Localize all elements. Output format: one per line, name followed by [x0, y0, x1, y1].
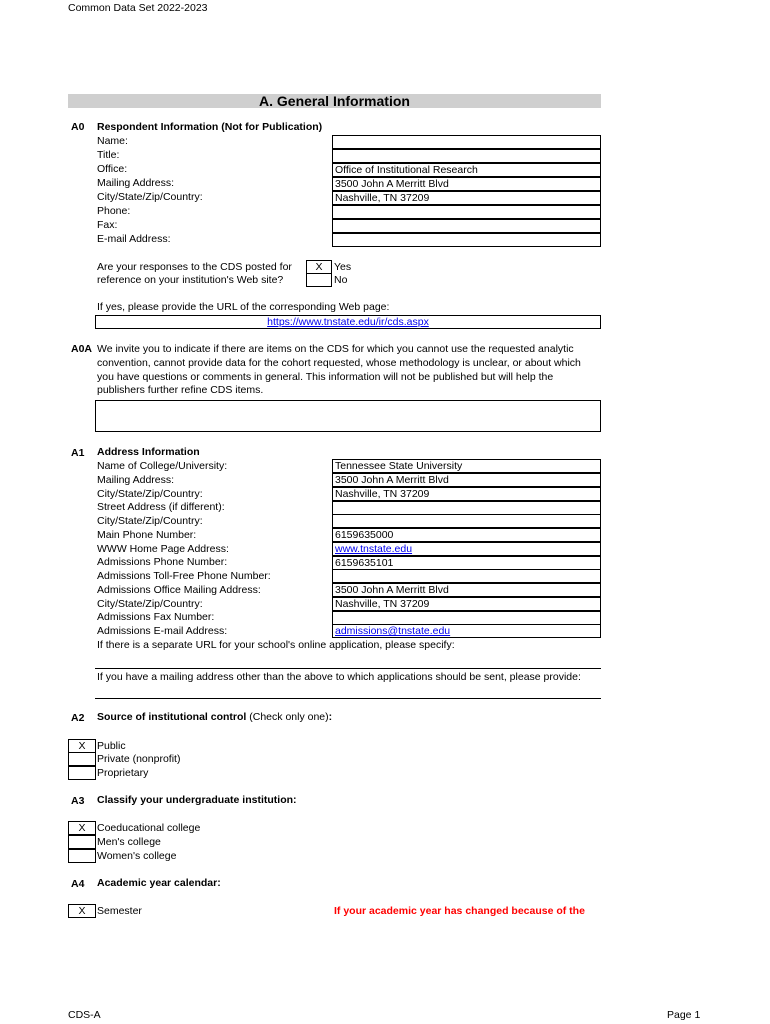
posted-yes-checkbox[interactable]: X: [306, 260, 332, 274]
a2-public-label: Public: [97, 740, 126, 752]
a1-adm-fax-field[interactable]: [332, 611, 601, 625]
a2-heading: Source of institutional control: [97, 711, 247, 723]
a1-adm-mailing-field[interactable]: 3500 John A Merritt Blvd: [332, 583, 601, 597]
a4-code: A4: [71, 878, 85, 890]
a1-college-field[interactable]: Tennessee State University: [332, 459, 601, 473]
posted-no-label: No: [334, 274, 348, 286]
a0-label-fax: Fax:: [97, 219, 118, 231]
a2-private-label: Private (nonprofit): [97, 753, 181, 765]
a1-adm-phone-field[interactable]: 6159635101: [332, 556, 601, 570]
a1-street-field[interactable]: [332, 501, 601, 515]
a0-label-city: City/State/Zip/Country:: [97, 191, 203, 203]
a0-title-field[interactable]: [332, 149, 601, 163]
online-app-prompt: If there is a separate URL for your school's online application, please specify:: [97, 639, 455, 651]
a2-heading-colon: :: [328, 711, 333, 723]
www-home-link[interactable]: www.tnstate.edu: [335, 543, 413, 555]
a3-womens-checkbox[interactable]: [68, 849, 96, 863]
admissions-email-link[interactable]: admissions@tnstate.edu: [335, 625, 451, 637]
a1-label-adm-tollfree: Admissions Toll-Free Phone Number:: [97, 570, 271, 582]
a1-www-field[interactable]: [332, 542, 601, 556]
a2-proprietary-checkbox[interactable]: [68, 766, 96, 780]
a0-office-field[interactable]: Office of Institutional Research: [332, 163, 601, 177]
page-number: Page 1: [667, 1009, 701, 1021]
a3-mens-label: Men's college: [97, 836, 161, 848]
a0-label-name: Name:: [97, 135, 128, 147]
a2-private-checkbox[interactable]: [68, 752, 96, 766]
a1-city-2-field[interactable]: [332, 514, 601, 528]
a4-change-note: If your academic year has changed because of the: [334, 905, 585, 917]
a0-posted-question-1: Are your responses to the CDS posted for: [97, 261, 292, 273]
section-title-bar: [68, 94, 601, 108]
url-prompt: If yes, please provide the URL of the corresponding Web page:: [97, 301, 390, 313]
a0a-line-3: you have questions or comments in general. This information will not be published but will help the: [97, 371, 554, 383]
a1-label-main-phone: Main Phone Number:: [97, 529, 197, 541]
a0a-line-2: convention, cannot provide data for the cohort requested, whose methodology is unclear, or about which: [97, 357, 581, 369]
a0-label-email: E-mail Address:: [97, 233, 171, 245]
a0-label-phone: Phone:: [97, 205, 131, 217]
a3-coed-checkbox[interactable]: X: [68, 821, 96, 835]
a3-code: A3: [71, 795, 85, 807]
a4-heading: Academic year calendar:: [97, 877, 221, 889]
a0-label-office: Office:: [97, 163, 128, 175]
a3-heading: Classify your undergraduate institution:: [97, 794, 297, 806]
a1-label-college: Name of College/University:: [97, 460, 228, 472]
a1-label-city-2: City/State/Zip/Country:: [97, 515, 203, 527]
a1-mailing-field[interactable]: 3500 John A Merritt Blvd: [332, 473, 601, 487]
a0a-line-1: We invite you to indicate if there are items on the CDS for which you cannot use the requested analytic: [97, 343, 574, 355]
cds-url-link[interactable]: https://www.tnstate.edu/ir/cds.aspx: [267, 316, 429, 328]
a2-code: A2: [71, 712, 85, 724]
a0a-code: A0A: [71, 343, 93, 355]
online-app-field[interactable]: [95, 654, 601, 669]
a1-adm-email-field[interactable]: [332, 624, 601, 638]
a1-label-adm-city: City/State/Zip/Country:: [97, 598, 203, 610]
a0a-comment-box[interactable]: [95, 400, 601, 432]
footer-section-label: CDS-A: [68, 1009, 101, 1021]
a3-coed-label: Coeducational college: [97, 822, 201, 834]
a1-main-phone-field[interactable]: 6159635000: [332, 528, 601, 542]
a0-label-mailing: Mailing Address:: [97, 177, 175, 189]
a2-public-checkbox[interactable]: X: [68, 739, 96, 753]
a0a-line-4: publishers further refine CDS items.: [97, 384, 264, 396]
a0-label-title: Title:: [97, 149, 120, 161]
a1-label-adm-fax: Admissions Fax Number:: [97, 611, 215, 623]
a2-heading-line: [97, 711, 332, 724]
a3-mens-checkbox[interactable]: [68, 835, 96, 849]
a0-heading: Respondent Information (Not for Publication): [97, 121, 323, 133]
posted-yes-label: Yes: [334, 261, 352, 273]
a0-posted-question-2: reference on your institution's Web site?: [97, 274, 284, 286]
section-title: A. General Information: [259, 93, 410, 109]
a0-mailing-field[interactable]: 3500 John A Merritt Blvd: [332, 177, 601, 191]
mailing-alt-prompt: If you have a mailing address other than the above to which applications should be sent, please provide:: [97, 671, 581, 683]
mailing-alt-field[interactable]: [95, 685, 601, 699]
a1-adm-city-field[interactable]: Nashville, TN 37209: [332, 597, 601, 611]
a1-city-field[interactable]: Nashville, TN 37209: [332, 487, 601, 501]
a0-city-field[interactable]: Nashville, TN 37209: [332, 191, 601, 205]
a1-label-city: City/State/Zip/Country:: [97, 488, 203, 500]
a2-heading-note: (Check only one): [249, 711, 329, 723]
a1-label-mailing: Mailing Address:: [97, 474, 175, 486]
a1-label-street: Street Address (if different):: [97, 501, 225, 513]
a1-label-www: WWW Home Page Address:: [97, 543, 229, 555]
a1-code: A1: [71, 447, 85, 459]
a1-label-adm-email: Admissions E-mail Address:: [97, 625, 228, 637]
a1-label-adm-phone: Admissions Phone Number:: [97, 556, 228, 568]
a0-code: A0: [71, 121, 85, 133]
a4-semester-checkbox[interactable]: X: [68, 904, 96, 918]
a0-phone-field[interactable]: [332, 205, 601, 219]
document-header: Common Data Set 2022-2023: [68, 2, 208, 14]
a0-fax-field[interactable]: [332, 219, 601, 233]
cds-url-field[interactable]: [95, 315, 601, 329]
a1-label-adm-mailing: Admissions Office Mailing Address:: [97, 584, 261, 596]
a1-adm-tollfree-field[interactable]: [332, 569, 601, 583]
posted-no-checkbox[interactable]: [306, 273, 332, 287]
a4-semester-label: Semester: [97, 905, 142, 917]
a0-name-field[interactable]: [332, 135, 601, 149]
a1-heading: Address Information: [97, 446, 200, 458]
a3-womens-label: Women's college: [97, 850, 177, 862]
a0-email-field[interactable]: [332, 233, 601, 247]
a2-proprietary-label: Proprietary: [97, 767, 149, 779]
